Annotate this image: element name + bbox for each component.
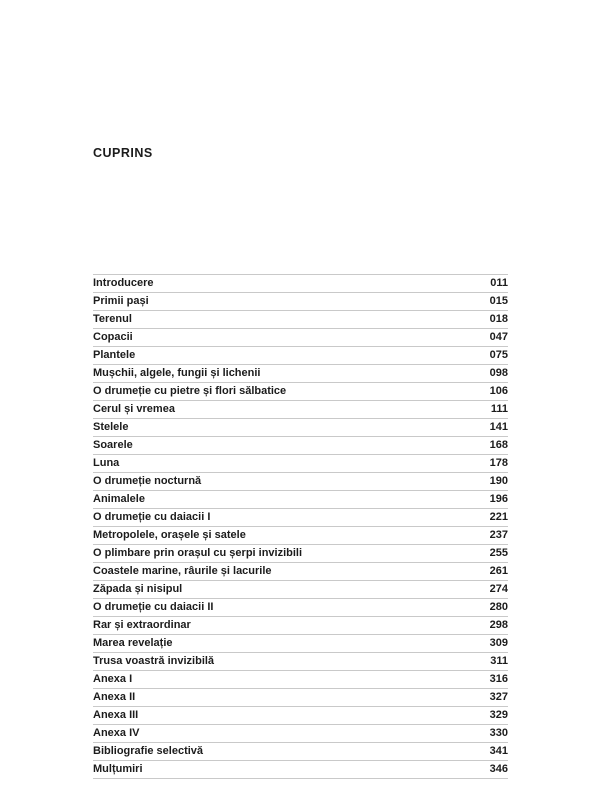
toc-entry-title: Rar și extraordinar (93, 618, 191, 631)
toc-row (93, 329, 508, 347)
toc-row (93, 689, 508, 707)
toc-entry-page-number: 047 (489, 330, 508, 343)
toc-entry-title: Mulțumiri (93, 762, 143, 775)
toc-entry-title: Cerul și vremea (93, 402, 175, 415)
toc-entry-title: Mușchii, algele, fungii și lichenii (93, 366, 261, 379)
toc-row (93, 527, 508, 545)
toc-entry-page-number: 346 (489, 762, 508, 775)
toc-entry-page-number: 309 (489, 636, 508, 649)
toc-entry-title: Primii pași (93, 294, 149, 307)
toc-row (93, 509, 508, 527)
toc-entry-page-number: 237 (489, 528, 508, 541)
toc-entry-title: Luna (93, 456, 120, 469)
toc-entry-page-number: 190 (489, 474, 508, 487)
toc-row (93, 707, 508, 725)
toc-entry-title: Introducere (93, 276, 154, 289)
toc-entry-page-number: 221 (489, 510, 508, 523)
toc-entry-title: Anexa II (93, 690, 136, 703)
toc-entry-page-number: 329 (489, 708, 508, 721)
toc-row (93, 455, 508, 473)
toc-entry-page-number: 330 (489, 726, 508, 739)
toc-entry-page-number: 141 (489, 420, 508, 433)
toc-row (93, 563, 508, 581)
toc-entry-title: Terenul (93, 312, 132, 325)
toc-entry-title: Animalele (93, 492, 145, 505)
toc-entry-page-number: 011 (490, 276, 508, 289)
toc-entry-page-number: 311 (490, 654, 508, 667)
toc-entry-page-number: 261 (489, 564, 508, 577)
toc-row (93, 671, 508, 689)
toc-entry-title: Anexa IV (93, 726, 140, 739)
toc-entry-title: O drumeție cu daiacii I (93, 510, 211, 523)
toc-entry-title: Anexa I (93, 672, 133, 685)
toc-row (93, 383, 508, 401)
toc-row (93, 599, 508, 617)
toc-entry-page-number: 075 (489, 348, 508, 361)
toc-entry-page-number: 327 (489, 690, 508, 703)
toc-row (93, 653, 508, 671)
toc-entry-page-number: 106 (489, 384, 508, 397)
toc-entry-page-number: 341 (489, 744, 508, 757)
toc-entry-page-number: 255 (489, 546, 508, 559)
toc-row (93, 491, 508, 509)
toc-row (93, 437, 508, 455)
toc-row (93, 725, 508, 743)
toc-row (93, 347, 508, 365)
toc-entry-title: Soarele (93, 438, 133, 451)
toc-entry-page-number: 098 (489, 366, 508, 379)
toc-row (93, 635, 508, 653)
toc-row (93, 293, 508, 311)
toc-entry-page-number: 298 (489, 618, 508, 631)
toc-entry-title: Copacii (93, 330, 133, 343)
toc-entry-page-number: 274 (489, 582, 508, 595)
toc-entry-page-number: 168 (489, 438, 508, 451)
toc-row (93, 419, 508, 437)
toc-entry-title: O drumeție cu pietre și flori sălbatice (93, 384, 287, 397)
toc-entry-title: Marea revelație (93, 636, 173, 649)
table-of-contents (93, 274, 508, 779)
toc-entry-page-number: 196 (489, 492, 508, 505)
toc-row (93, 761, 508, 779)
toc-entry-page-number: 280 (489, 600, 508, 613)
toc-row (93, 743, 508, 761)
toc-entry-title: Metropolele, orașele și satele (93, 528, 246, 541)
toc-entry-title: Plantele (93, 348, 136, 361)
toc-row (93, 581, 508, 599)
toc-entry-title: O drumeție nocturnă (93, 474, 202, 487)
toc-entry-page-number: 178 (489, 456, 508, 469)
toc-entry-title: Coastele marine, râurile și lacurile (93, 564, 272, 577)
toc-row (93, 401, 508, 419)
toc-entry-title: Anexa III (93, 708, 139, 721)
page-title: CUPRINS (93, 146, 153, 160)
toc-entry-page-number: 015 (489, 294, 508, 307)
toc-entry-page-number: 018 (489, 312, 508, 325)
toc-row (93, 545, 508, 563)
toc-entry-title: Bibliografie selectivă (93, 744, 204, 757)
toc-entry-title: Stelele (93, 420, 129, 433)
toc-row (93, 275, 508, 293)
toc-entry-title: O plimbare prin orașul cu șerpi invizibili (93, 546, 303, 559)
toc-entry-title: O drumeție cu daiacii II (93, 600, 214, 613)
toc-entry-page-number: 111 (490, 402, 508, 415)
toc-row (93, 473, 508, 491)
toc-row (93, 617, 508, 635)
toc-row (93, 311, 508, 329)
toc-entry-page-number: 316 (489, 672, 508, 685)
toc-entry-title: Trusa voastră invizibilă (93, 654, 215, 667)
toc-row (93, 365, 508, 383)
toc-entry-title: Zăpada și nisipul (93, 582, 183, 595)
